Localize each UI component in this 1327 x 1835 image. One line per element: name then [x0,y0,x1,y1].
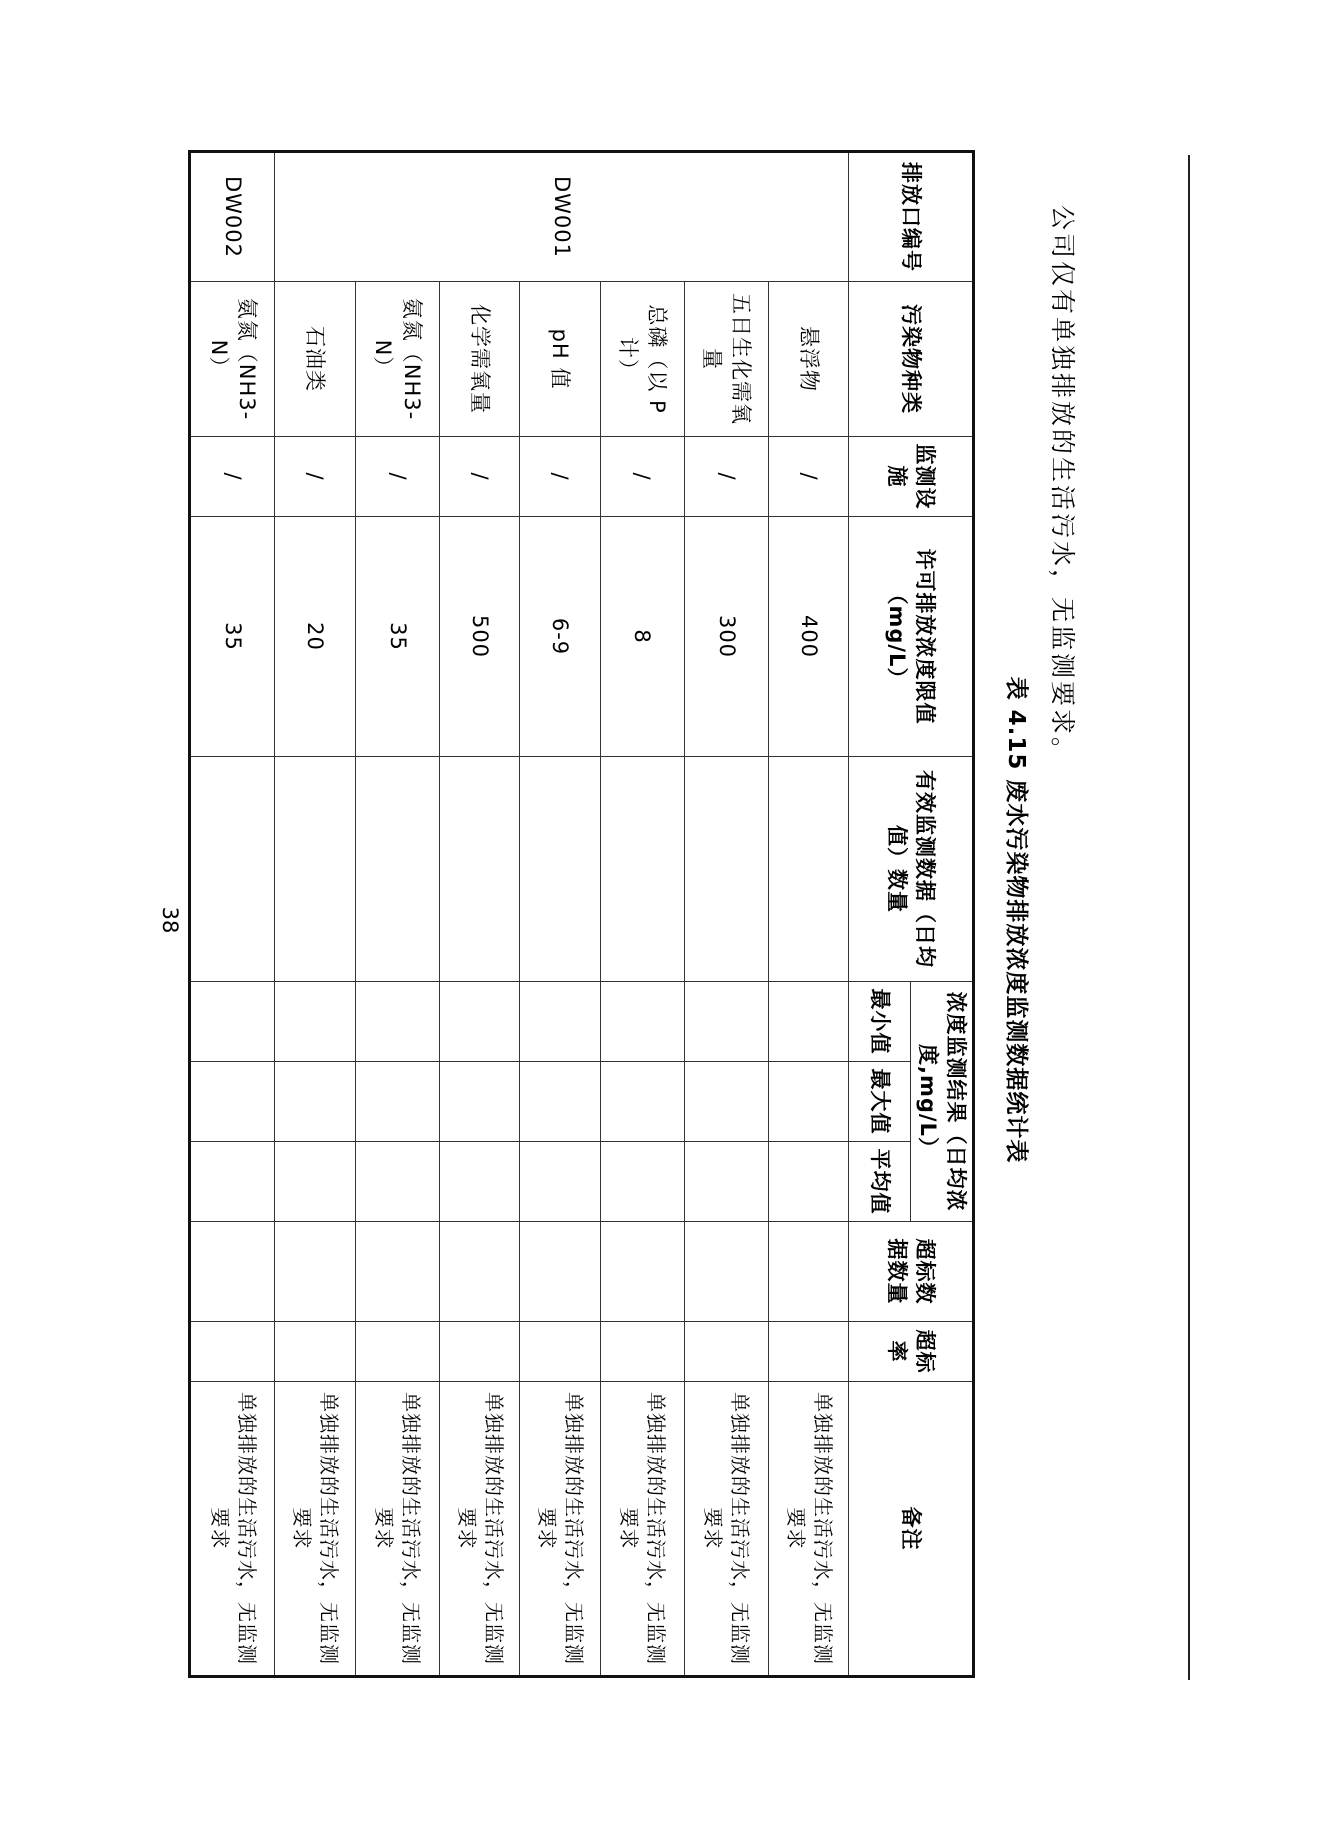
header-outlet-no: 排放口编号 [849,152,974,282]
pollutant-cell: 石油类 [275,282,355,437]
remark-cell: 单独排放的生活污水，无监测要求 [520,1382,600,1677]
remark-cell: 单独排放的生活污水，无监测要求 [355,1382,439,1677]
header-valid-count: 有效监测数据（日均值）数量 [849,757,974,982]
remark-cell: 单独排放的生活污水，无监测要求 [768,1382,848,1677]
intro-text: 公司仅有单独排放的生活污水，无监测要求。 [1048,205,1077,766]
facility-cell: / [355,437,439,517]
remark-cell: 单独排放的生活污水，无监测要求 [275,1382,355,1677]
header-remark: 备注 [849,1382,974,1677]
facility-cell: / [275,437,355,517]
table-row [600,152,684,1677]
pollutant-cell: 氨氮（NH3-N） [355,282,439,437]
facility-cell: / [190,437,276,517]
pollutant-cell: pH 值 [520,282,600,437]
table-row [439,152,519,1677]
remark-cell: 单独排放的生活污水，无监测要求 [600,1382,684,1677]
table-row [520,152,600,1677]
header-rule [1188,155,1190,1680]
limit-cell: 400 [768,517,848,757]
header-exceed-rate: 超标率 [849,1322,974,1382]
pollutant-cell: 总磷（以 P 计） [600,282,684,437]
pollutant-cell: 氨氮（NH3-N） [190,282,276,437]
outlet-dw002: DW002 [190,152,276,282]
facility-cell: / [768,437,848,517]
facility-cell: / [520,437,600,517]
limit-cell: 8 [600,517,684,757]
table-caption: 表 4.15 废水污染物排放浓度监测数据统计表 [1003,676,1029,1164]
pollutant-cell: 化学需氧量 [439,282,519,437]
wastewater-monitoring-table [188,150,975,1678]
header-avg: 平均值 [849,1142,911,1222]
rotated-page [12,150,1182,1690]
table-row [190,152,276,1677]
facility-cell: / [600,437,684,517]
limit-cell: 20 [275,517,355,757]
outlet-dw001: DW001 [275,152,849,282]
header-max: 最大值 [849,1062,911,1142]
table-row [355,152,439,1677]
header-facility: 监测设施 [849,437,974,517]
table-row [684,152,768,1677]
header-exceed-count: 超标数据数量 [849,1222,974,1322]
header-result-group: 浓度监测结果（日均浓度,mg/L） [911,982,974,1222]
pollutant-cell: 悬浮物 [768,282,848,437]
limit-cell: 500 [439,517,519,757]
remark-cell: 单独排放的生活污水，无监测要求 [439,1382,519,1677]
remark-cell: 单独排放的生活污水，无监测要求 [190,1382,276,1677]
limit-cell: 6-9 [520,517,600,757]
limit-cell: 35 [355,517,439,757]
page-number: 38 [158,906,182,934]
limit-cell: 35 [190,517,276,757]
limit-cell: 300 [684,517,768,757]
header-pollutant: 污染物种类 [849,282,974,437]
table-row [275,152,355,1677]
facility-cell: / [684,437,768,517]
remark-cell: 单独排放的生活污水，无监测要求 [684,1382,768,1677]
header-min: 最小值 [849,982,911,1062]
pollutant-cell: 五日生化需氧量 [684,282,768,437]
header-limit: 许可排放浓度限值（mg/L） [849,517,974,757]
facility-cell: / [439,437,519,517]
table-row [768,152,848,1677]
